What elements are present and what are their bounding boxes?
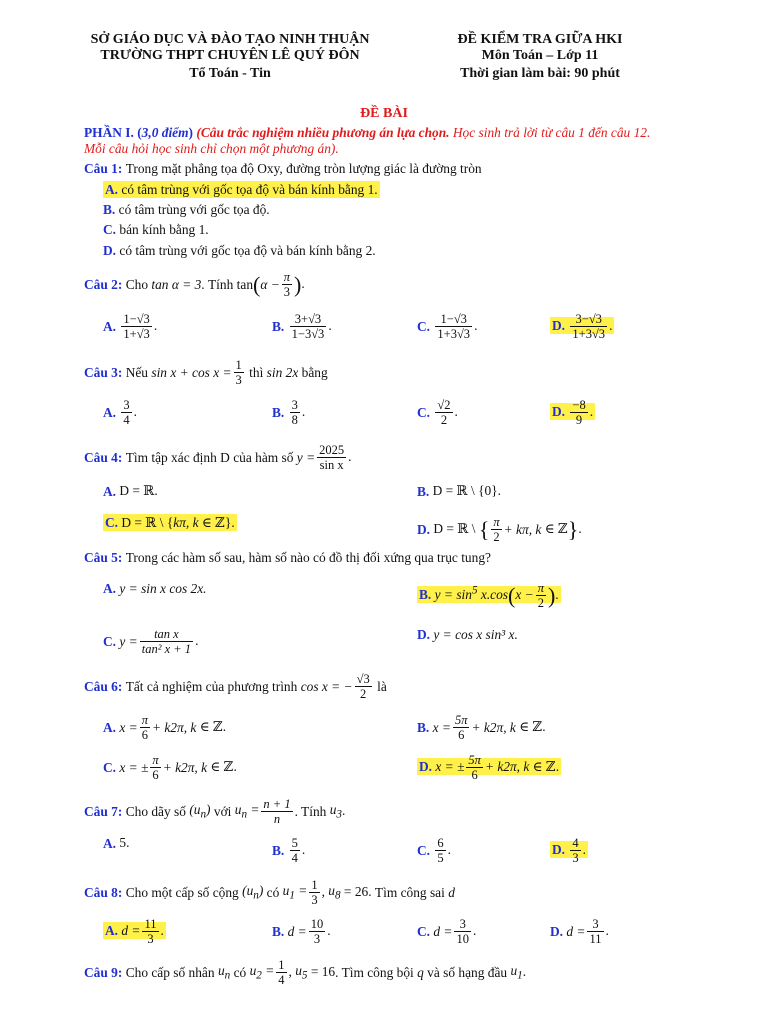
question-7: Câu 7: Cho dãy số $(u_n)$ với $u_n$ = $\frac{n + 1}{n}$ . Tính $u_3$. (84, 797, 346, 827)
q6-option-d[interactable]: D. x = ± $\frac{5\pi}{6}$ + k2π, k ∈ ℤ. (419, 753, 560, 783)
opt-label: C. (417, 319, 431, 335)
q4-option-a[interactable]: A. D = ℝ. (103, 483, 158, 500)
q9-sym: q (417, 965, 424, 981)
q5-option-c[interactable]: C. y = $\frac{\text{tan x}}{\text{tan² x + 1}}$ . (103, 627, 199, 657)
opt-label: A. (103, 836, 117, 852)
opt-label: D. (552, 317, 566, 333)
q6-option-b[interactable]: B. x = $\frac{5\pi}{6}$ + k2π, k ∈ ℤ. (417, 713, 546, 743)
part-instr1: (Câu trắc nghiệm nhiều phương án lựa chọn. (196, 125, 450, 141)
q2-expr: tan α = 3 (151, 277, 202, 293)
q8-sym: d (448, 885, 455, 901)
q3-text2: thì (249, 365, 264, 381)
q8-text2: có (266, 885, 280, 901)
q9-text3: . Tìm công bội (335, 965, 414, 981)
q3-option-b[interactable]: B. $\frac{3}{8}$ . (272, 398, 306, 428)
opt-label: C. (103, 760, 117, 776)
opt-label: A. (103, 484, 117, 500)
opt-label: A. (105, 182, 119, 198)
q1-d-text: có tâm trùng với gốc tọa độ và bán kính bằng 2. (119, 243, 376, 259)
question-1 (84, 161, 482, 176)
part-instr2: Học sinh trả lời từ câu 1 đến câu 12. (452, 125, 651, 141)
opt-label: A. (103, 720, 117, 736)
q8-option-b[interactable]: B. d = $\frac{10}{3}$ . (272, 917, 331, 947)
q5-a-text: y = sin x cos 2x. (119, 581, 207, 597)
exam-subject: Môn Toán – Lớp 11 (481, 48, 599, 63)
question-6: Câu 6: Tất cả nghiệm của phương trình cos x = − $\frac{√3}{2}$ là (84, 672, 387, 702)
q1-c-text: bán kính bằng 1. (119, 222, 209, 238)
opt-label: A. (103, 581, 117, 597)
opt-label: D. (103, 243, 117, 259)
opt-label: C. (103, 222, 117, 238)
school-dept: SỞ GIÁO DỤC VÀ ĐÀO TẠO NINH THUẬN (90, 32, 370, 47)
opt-label: D. (552, 841, 566, 857)
q6-option-c[interactable]: C. x = ± $\frac{\pi}{6}$ + k2π, k ∈ ℤ. (103, 753, 237, 783)
q7-text: Cho dãy số (125, 804, 186, 820)
question-9: Câu 9: Cho cấp số nhân $u_n$ có $u_2$ = $\frac{1}{4}$ , $u_5 = 16$. Tìm công bội q và số hạng đầu $u_1$. (84, 958, 527, 988)
q7-text3: . Tính (294, 804, 327, 820)
q2-option-a[interactable]: A. $\frac{1-√3}{1+√3}$ . (103, 312, 158, 342)
q2-option-b[interactable]: B. $\frac{3+√3}{1-3√3}$ . (272, 312, 332, 342)
school-division: Tổ Toán - Tin (189, 66, 271, 81)
q4-text: Tìm tập xác định (125, 450, 217, 466)
q8-text: Cho một cấp số cộng (125, 885, 239, 901)
q3-text3: bằng (301, 365, 328, 381)
q6-text2: là (377, 679, 387, 695)
q2-text4: tan (236, 277, 254, 293)
opt-label: B. (419, 586, 432, 602)
q8-option-a[interactable]: A. d = $\frac{11}{3}$ . (105, 917, 164, 947)
opt-label: D. (419, 758, 433, 774)
q9-text: Cho cấp số nhân (125, 965, 215, 981)
q5-option-a[interactable] (103, 581, 207, 596)
q5-label: Câu 5: (84, 550, 123, 566)
opt-label: B. (272, 924, 285, 940)
question-4: Câu 4: Tìm tập xác định D của hàm số y = $\frac{2025}{\text{sin x}}$ . (84, 443, 352, 473)
q6-option-a[interactable]: A. x = $\frac{\pi}{6}$ + k2π, k ∈ ℤ. (103, 713, 227, 743)
school-name: TRƯỜNG THPT CHUYÊN LÊ QUÝ ĐÔN (100, 48, 360, 63)
q1-option-b[interactable] (103, 202, 270, 217)
opt-label: D. (417, 627, 431, 643)
q8-option-c[interactable]: C. d = $\frac{3}{10}$ . (417, 917, 477, 947)
q8-option-d[interactable]: D. d = $\frac{3}{11}$ . (550, 917, 609, 947)
q1-option-a[interactable] (103, 182, 380, 197)
opt-label: D. (552, 403, 566, 419)
q4-label: Câu 4: (84, 450, 123, 466)
q6-text: Tất cả nghiệm của phương trình (125, 679, 298, 695)
part-close: ) (188, 125, 193, 141)
opt-label: A. (103, 405, 117, 421)
q1-b-text: có tâm trùng với gốc tọa độ. (118, 202, 270, 218)
q2-text: Cho (125, 277, 149, 293)
q6-label: Câu 6: (84, 679, 123, 695)
q9-text2: có (233, 965, 247, 981)
q5-option-b[interactable]: B. $y = \sin^5 x.\cos(x$ − $\frac{\pi}{2}$ ). (419, 581, 559, 611)
q3-label: Câu 3: (84, 365, 123, 381)
opt-label: D. (417, 522, 431, 538)
q8-label: Câu 8: (84, 885, 123, 901)
opt-label: C. (417, 843, 431, 859)
q5-text: Trong các hàm số sau, hàm số nào có đồ thị đối xứng qua trục tung? (125, 550, 491, 566)
q2-label: Câu 2: (84, 277, 123, 293)
q9-label: Câu 9: (84, 965, 123, 981)
opt-label: A. (103, 319, 117, 335)
q1-text: Trong mặt phẳng tọa độ Oxy, đường tròn lượng giác là đường tròn (125, 161, 482, 177)
q1-option-c[interactable] (103, 222, 209, 237)
q6-expr: cos x = − (300, 679, 353, 695)
q4-option-d[interactable]: D. D = ℝ \ { $\frac{\pi}{2}$ + kπ, k ∈ ℤ}. (417, 515, 582, 545)
part-header (84, 125, 650, 140)
q2-text3: . Tính (201, 277, 234, 293)
q3-option-a[interactable]: A. $\frac{3}{4}$ . (103, 398, 137, 428)
part-points: 3,0 điểm (141, 125, 189, 141)
q2-option-d[interactable]: D. $\frac{3-√3}{1+3√3}$ . (552, 312, 613, 342)
q4-sym: D (220, 450, 230, 466)
opt-label: A. (105, 922, 119, 938)
q7-option-a[interactable]: A. 5. (103, 835, 130, 852)
opt-label: B. (272, 319, 285, 335)
q7-label: Câu 7: (84, 804, 123, 820)
q3-text: Nếu (125, 365, 148, 381)
q3-option-d[interactable]: D. $\frac{-8}{9}$ . (552, 398, 594, 428)
part-label: PHẦN I. ( (84, 125, 142, 141)
opt-label: B. (272, 843, 285, 859)
opt-label: D. (550, 924, 564, 940)
q7-option-b[interactable]: B. $\frac{5}{4}$ . (272, 836, 306, 866)
q7-option-c[interactable]: C. $\frac{6}{5}$ . (417, 836, 451, 866)
exam-title: ĐỀ KIỂM TRA GIỮA HKI (457, 32, 623, 47)
opt-label: C. (417, 924, 431, 940)
opt-label: C. (105, 515, 119, 531)
q5-option-d[interactable]: D. y = cos x sin³ x. (417, 627, 518, 643)
part-instr3: Mỗi câu hỏi học sinh chỉ chọn một phương án). (84, 141, 339, 156)
q8-text3: Tìm công sai (374, 885, 445, 901)
q1-option-d[interactable] (103, 243, 376, 258)
q2-option-c[interactable]: C. $\frac{1-√3}{1+3√3}$ . (417, 312, 478, 342)
question-5 (84, 550, 491, 565)
opt-label: B. (103, 202, 116, 218)
opt-label: C. (103, 634, 117, 650)
exam-duration: Thời gian làm bài: 90 phút (460, 66, 620, 81)
q3-expr2: sin 2x (266, 365, 299, 381)
page-title: ĐỀ BÀI (360, 106, 408, 121)
q4-expr: y = (296, 450, 316, 466)
question-3: Câu 3: Nếu sin x + cos x = $\frac{1}{3}$ thì sin 2x bằng (84, 358, 328, 388)
q1-a-text: có tâm trùng với gốc tọa độ và bán kính bằng 1. (121, 182, 378, 198)
q3-option-c[interactable]: C. $\frac{√2}{2}$ . (417, 398, 458, 428)
q7-text2: với (213, 804, 232, 820)
question-2: Câu 2: Cho tan α = 3. Tính tan(α − $\frac{\pi}{3}$ ). (84, 270, 305, 300)
q4-option-c[interactable]: C. D = ℝ \ {kπ, k ∈ ℤ}. (105, 515, 235, 531)
q3-expr: sin x + cos x = (151, 365, 232, 381)
question-8: Câu 8: Cho một cấp số cộng $(u_n)$ có $u_1$ = $\frac{1}{3}$ , $u_8 = 26$. Tìm công sai d (84, 878, 455, 908)
opt-label: B. (417, 484, 430, 500)
q9-text4: và số hạng đầu (427, 965, 508, 981)
q4-text2: của hàm số (233, 450, 294, 466)
q4-option-b[interactable]: B. D = ℝ \ {0}. (417, 483, 501, 500)
q1-label: Câu 1: (84, 161, 123, 177)
opt-label: C. (417, 405, 431, 421)
q7-option-d[interactable]: D. $\frac{4}{3}$ . (552, 836, 586, 866)
opt-label: B. (417, 720, 430, 736)
opt-label: B. (272, 405, 285, 421)
